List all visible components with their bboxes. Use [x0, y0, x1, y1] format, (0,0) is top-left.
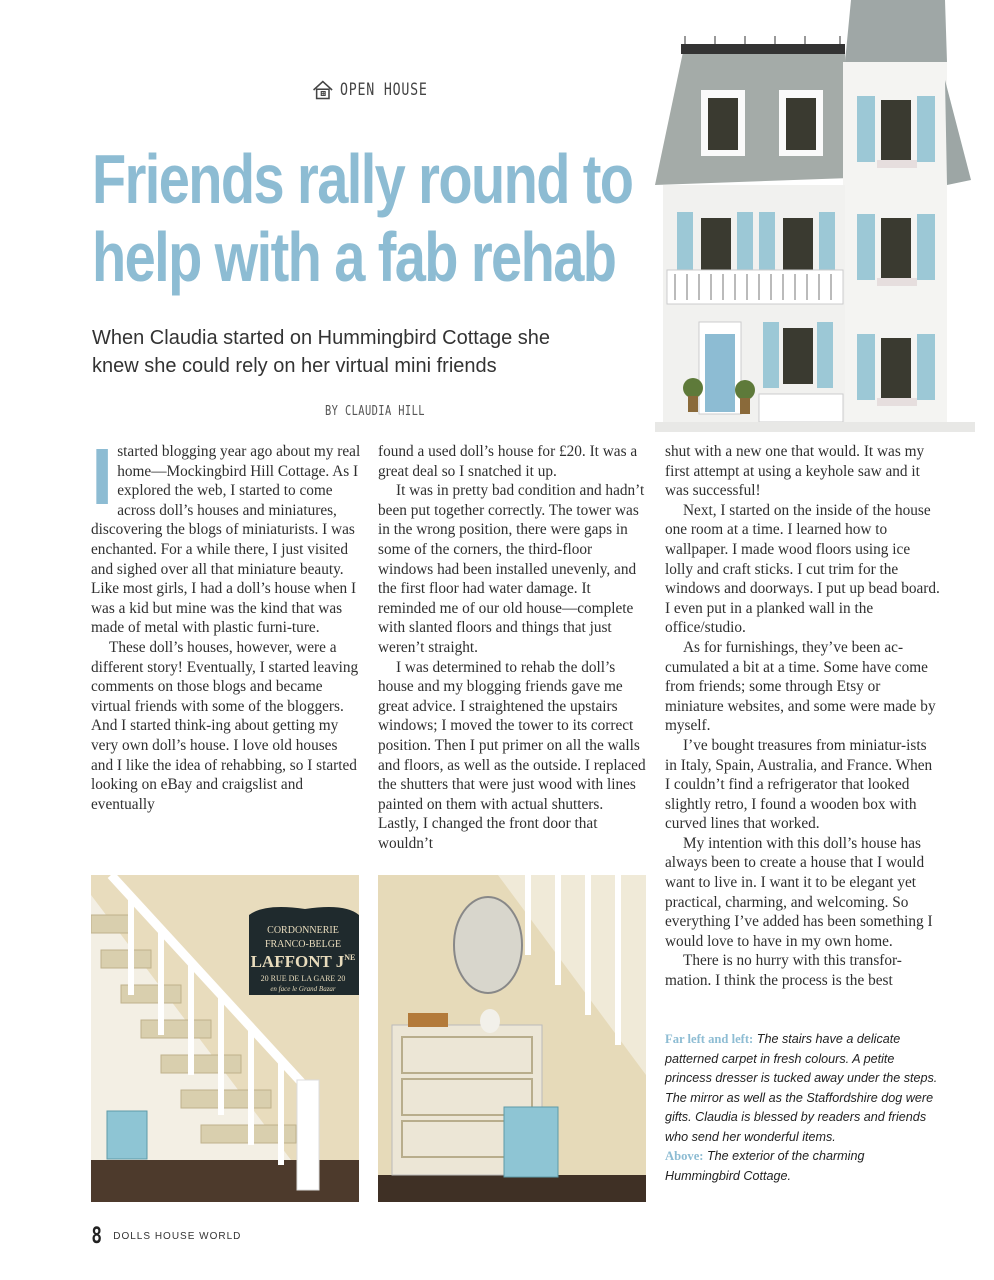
article-paragraph: There is no hurry with this transfor-mation. I think the process is the best: [665, 952, 902, 990]
article-paragraph: These doll’s houses, however, were a different story! Eventually, I started leaving comments on those blogs and became virtual friends with some of the bloggers. And I started think-ing about getting my very own doll’s house. I love old houses and I like the idea of rehabbing, so I started looking on eBay and craigslist and eventually: [91, 638, 359, 813]
sign-line-1: CORDONNERIE: [267, 925, 339, 936]
article-paragraph: found a used doll’s house for £20. It was a great deal so I snatched it up.: [378, 443, 638, 480]
byline: BY CLAUDIA HILL: [325, 404, 425, 419]
article-paragraph: Next, I started on the inside of the house one room at a time. I learned how to wallpaper. I made wood floors using ice lolly and craft sticks. I cut trim for the windows and doorways. I put up bead board. I even put in a planked wall in the office/studio.: [665, 501, 940, 637]
staircase-photo: [91, 875, 359, 1202]
photo-caption: [665, 1030, 940, 1186]
article-paragraph: shut with a new one that would. It was my first attempt at using a keyhole saw and it was successful!: [665, 443, 925, 500]
sign-line-3: LAFFONT $J^{NE}$: [250, 952, 356, 971]
caption-text: The exterior of the charming Hummingbird Cottage.: [665, 1149, 865, 1183]
standfirst-line: When Claudia started on Hummingbird Cottage she: [92, 327, 551, 349]
sign-line-5: en face le Grand Bazar: [270, 985, 336, 993]
drop-cap: I: [91, 432, 114, 521]
dresser-photo: [378, 875, 646, 1202]
caption-label: Above:: [665, 1149, 704, 1163]
article-paragraph: It was in pretty bad condition and hadn’t been put together correctly. The tower was in the wrong position, there were gaps in some of the corners, the third-floor windows had been installed unevenly, and the first floor had water damage. It reminded me of our old house—complete with slanted floors and things that just weren’t straight.: [378, 482, 645, 656]
caption-label: Far left and left:: [665, 1032, 754, 1046]
house-icon: [312, 77, 334, 103]
section-header: [312, 74, 452, 106]
article-paragraph: As for furnishings, they’ve been ac-cumulated a bit at a time. Some have come from friends; some through Etsy or miniature websites, and some were made by myself.: [665, 638, 936, 735]
article-column-3: [665, 442, 940, 991]
article-paragraph: I’ve bought treasures from miniatur-ists in Italy, Spain, Australia, and France. When I couldn’t find a refrigerator that looked slightly retro, I found a wooden box with curved lines that worked.: [665, 736, 933, 833]
standfirst: [92, 324, 612, 380]
section-label: OPEN HOUSE: [339, 80, 428, 100]
page-number: 8: [91, 1224, 102, 1249]
article-paragraph: started blogging year ago about my real home—Mockingbird Hill Cottage. As I explored the web, I started to come across doll’s houses and miniatures, discovering the blogs of miniaturists. I was enchanted. For a while there, I just visited and sighed over all that miniature beauty. Like most girls, I had a doll’s house when I was a kid but mine was the kind that was made of metal with plastic furni-ture.: [91, 443, 361, 637]
publication-name: DOLLS HOUSE WORLD: [113, 1231, 242, 1242]
article-paragraph: My intention with this doll’s house has always been to create a house that I would want to live in. I want it to be elegant yet practical, charming, and welcoming. So everything I’ve added has been something I would love to have in my own home.: [665, 834, 933, 950]
article-column-1: [91, 432, 361, 814]
sign-line-4: 20 RUE DE LA GARE 20: [260, 974, 346, 983]
standfirst-line: knew she could rely on her virtual mini friends: [92, 355, 497, 377]
dollhouse-exterior-photo: [655, 0, 975, 432]
sign-line-2: FRANCO-BELGE: [264, 939, 342, 950]
headline: [92, 140, 633, 296]
article-column-2: [378, 442, 648, 853]
caption-text: The stairs have a delicate patterned carpet in fresh colours. A petite princess dresser is tucked away under the steps. The mirror as well as the Staffordshire dog were gifts. Claudia is blessed by readers and friends who send her wonderful items.: [665, 1032, 938, 1144]
page-footer: [90, 1224, 241, 1249]
article-paragraph: I was determined to rehab the doll’s house and my blogging friends gave me great advice. I straightened the upstairs windows; I moved the tower to its correct position. Then I put primer on all the walls and floors, as well as the outside. I replaced the shutters that were just wood with lines painted on them with actual shutters. Lastly, I changed the front door that wouldn’t: [378, 658, 646, 852]
headline-line: help with a fab rehab: [92, 218, 616, 296]
headline-line: Friends rally round to: [92, 140, 633, 218]
